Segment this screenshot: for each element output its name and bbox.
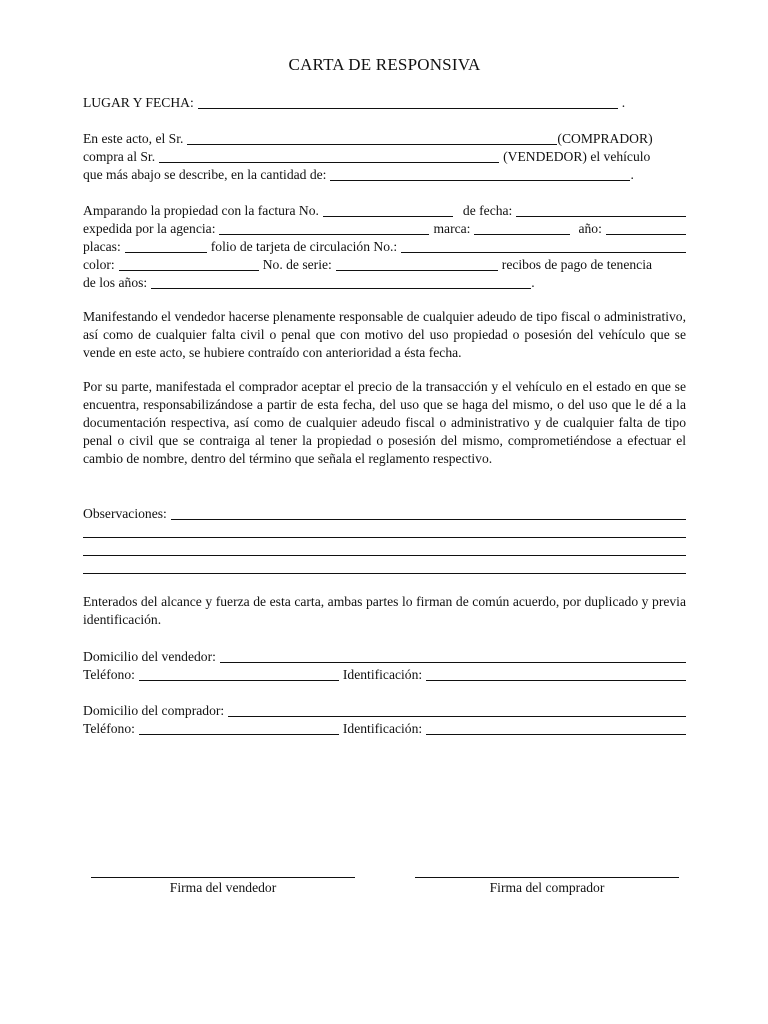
marca-label: marca: xyxy=(433,221,471,236)
folio-label: folio de tarjeta de circulación No.: xyxy=(210,239,398,254)
comprador-post-label: (COMPRADOR) xyxy=(557,131,653,146)
color-label: color: xyxy=(83,257,115,272)
firma-vendedor-line[interactable] xyxy=(91,877,355,878)
vendedor-name-field[interactable] xyxy=(159,150,499,163)
telefono-vendedor-label: Teléfono: xyxy=(83,667,135,682)
vendedor-post-label: (VENDEDOR) el vehículo xyxy=(503,149,651,164)
comprador-name-field[interactable] xyxy=(187,132,557,145)
placas-row xyxy=(83,237,686,255)
telefono-comprador-row xyxy=(83,719,686,737)
identificacion-vendedor-label: Identificación: xyxy=(342,667,423,682)
anio-field[interactable] xyxy=(606,222,686,235)
document-page xyxy=(83,0,686,1024)
observaciones-row xyxy=(83,504,686,522)
factura-label: Amparando la propiedad con la factura No. xyxy=(83,203,319,218)
placas-label: placas: xyxy=(83,239,121,254)
placas-field[interactable] xyxy=(125,240,207,253)
cantidad-label: que más abajo se describe, en la cantidad de: xyxy=(83,167,327,182)
factura-fecha-field[interactable] xyxy=(516,204,686,217)
vendedor-row xyxy=(83,147,686,165)
serie-label: No. de serie: xyxy=(262,257,332,272)
recibos-label: recibos de pago de tenencia xyxy=(501,257,653,272)
cantidad-field[interactable] xyxy=(330,168,630,181)
document-title: CARTA DE RESPONSIVA xyxy=(288,55,481,74)
color-row xyxy=(83,255,686,273)
factura-field[interactable] xyxy=(323,204,453,217)
lugar-fecha-row xyxy=(83,93,686,111)
comprador-paragraph: Por su parte, manifestada el comprador aceptar el precio de la transacción y el vehículo en el estado en que se encuentra, responsabilizándose a partir de esta fecha, del uso que se haga del mismo, o del uso que le dé a la documentación respectiva, así como de cualquier adeudo fiscal o administrativo y de cualquier falta de tipo penal o civil que se contraiga al tener la propiedad o posesión del mismo, comprometiéndose a efectuar el cambio de nombre, dentro del término que señala el reglamento respectivo. xyxy=(83,379,686,466)
firma-vendedor-label: Firma del vendedor xyxy=(169,880,277,895)
identificacion-vendedor-field[interactable] xyxy=(426,668,686,681)
observaciones-line-3[interactable] xyxy=(83,555,686,556)
enterados-paragraph: Enterados del alcance y fuerza de esta carta, ambas partes lo firman de común acuerdo, por duplicado y previa identificación. xyxy=(83,594,686,627)
telefono-comprador-label: Teléfono: xyxy=(83,721,135,736)
vendedor-pre-label: compra al Sr. xyxy=(83,149,156,164)
anios-end: . xyxy=(531,275,535,290)
anios-row xyxy=(83,273,686,291)
agencia-field[interactable] xyxy=(219,222,429,235)
vendedor-paragraph: Manifestando el vendedor hacerse plenamente responsable de cualquier adeudo de tipo fiscal o administrativo, así como de cualquier falta civil o penal que con motivo del uso propiedad o posesión del vehículo que se vende en este acto, se hubiere contraído con anterioridad a ésta fecha. xyxy=(83,309,686,360)
anios-label: de los años: xyxy=(83,275,148,290)
domicilio-vendedor-field[interactable] xyxy=(220,650,686,663)
lugar-fecha-label: LUGAR Y FECHA: xyxy=(83,95,194,110)
identificacion-comprador-label: Identificación: xyxy=(342,721,423,736)
comprador-pre-label: En este acto, el Sr. xyxy=(83,131,184,146)
observaciones-label: Observaciones: xyxy=(83,506,167,521)
factura-row xyxy=(83,201,686,219)
telefono-vendedor-row xyxy=(83,665,686,683)
domicilio-comprador-field[interactable] xyxy=(228,704,686,717)
agencia-label: expedida por la agencia: xyxy=(83,221,216,236)
domicilio-vendedor-label: Domicilio del vendedor: xyxy=(83,649,216,664)
firma-comprador-label: Firma del comprador xyxy=(489,880,605,895)
cantidad-end: . xyxy=(630,167,634,182)
firma-comprador-line[interactable] xyxy=(415,877,679,878)
observaciones-line-4[interactable] xyxy=(83,573,686,574)
agencia-row xyxy=(83,219,686,237)
color-field[interactable] xyxy=(119,258,259,271)
folio-field[interactable] xyxy=(401,240,686,253)
lugar-fecha-field[interactable] xyxy=(198,96,618,109)
domicilio-vendedor-row xyxy=(83,647,686,665)
anios-field[interactable] xyxy=(151,276,531,289)
de-fecha-label: de fecha: xyxy=(462,203,513,218)
identificacion-comprador-field[interactable] xyxy=(426,722,686,735)
telefono-vendedor-field[interactable] xyxy=(139,668,339,681)
cantidad-row xyxy=(83,165,686,183)
anio-label: año: xyxy=(578,221,602,236)
lugar-fecha-end: . xyxy=(621,95,626,110)
domicilio-comprador-row xyxy=(83,701,686,719)
comprador-row xyxy=(83,129,686,147)
observaciones-line-2[interactable] xyxy=(83,537,686,538)
telefono-comprador-field[interactable] xyxy=(139,722,339,735)
marca-field[interactable] xyxy=(474,222,570,235)
observaciones-field[interactable] xyxy=(171,507,686,520)
serie-field[interactable] xyxy=(336,258,498,271)
domicilio-comprador-label: Domicilio del comprador: xyxy=(83,703,225,718)
